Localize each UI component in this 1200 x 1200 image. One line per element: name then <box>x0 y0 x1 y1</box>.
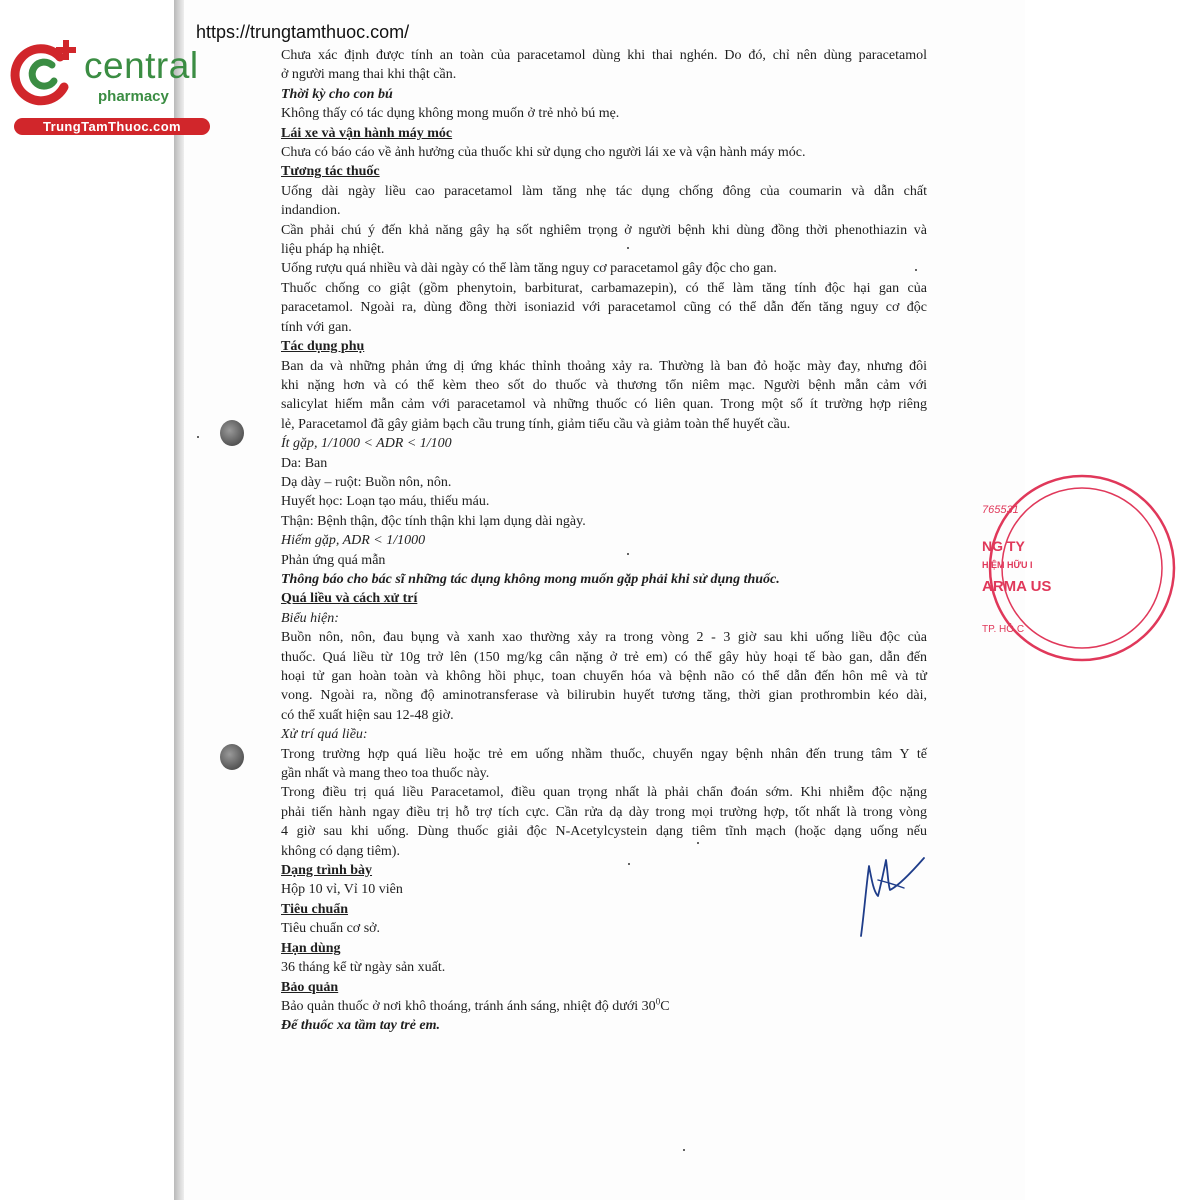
punch-hole-bottom <box>220 744 244 770</box>
leaflet-text <box>281 46 927 1036</box>
text-line: Thuốc chống co giật (gồm phenytoin, barbiturat, carbamazepin), có thể làm tăng tính độc hại gan của <box>281 280 927 296</box>
text-line: Phản ứng quá mẫn <box>281 552 386 568</box>
children-warning: Để thuốc xa tầm tay trẻ em. <box>281 1018 441 1034</box>
text-line: Buồn nôn, nôn, đau bụng và xanh xao thường xảy ra trong vòng 2 - 3 giờ sau khi uống liều độc của <box>281 630 927 646</box>
degree-mark: 0 <box>655 996 661 1007</box>
text-line: Tiêu chuẩn cơ sở. <box>281 921 381 937</box>
stamp-line: HIỆM HỮU I <box>982 560 1033 570</box>
text-line: hoại tử gan hoàn toàn và không hồi phục, toan chuyển hóa và bệnh não có thể dẫn đến hôn mê và tử <box>281 669 927 684</box>
text-line: Da: Ban <box>281 455 328 471</box>
subheading: Biểu hiện: <box>281 610 339 626</box>
logo-subtitle: pharmacy <box>98 88 169 105</box>
section-heading: Lái xe và vận hành máy móc <box>281 125 453 141</box>
text-line: Cần phải chú ý đến khả năng gây hạ sốt nghiêm trọng ở người bệnh khi dùng đồng thời phenothiazin và <box>281 222 927 238</box>
stamp-line: NG TY <box>982 538 1025 554</box>
text-line: phải tiến hành ngay điều trị hỗ trợ tích cực. Cần rửa dạ dày trong mọi trường hợp, tốt nhất là trong vòng <box>281 804 927 820</box>
stamp-line: TP. HỒ C <box>982 624 1025 635</box>
section-heading: Hạn dùng <box>281 940 341 956</box>
text-line: salicylat hiếm mẫn cảm với paracetamol và những thuốc có liên quan. Trong một số ít trường hợp riêng <box>281 397 927 413</box>
section-heading: Tương tác thuốc <box>281 164 380 180</box>
text-line: indandion. <box>281 203 341 219</box>
text-line: khi nặng hơn và có thể kèm theo sốt do thuốc và thương tổn niêm mạc. Người bệnh mẫn cảm với <box>281 377 927 393</box>
text-line: Ban da và những phản ứng dị ứng khác thỉnh thoảng xảy ra. Thường là ban đỏ hoặc mày đay, nhưng đôi <box>281 358 927 374</box>
text-line: Hộp 10 vỉ, Vỉ 10 viên <box>281 882 403 898</box>
text-line: tính với gan. <box>281 319 352 335</box>
subheading: Hiếm gặp, ADR < 1/1000 <box>281 533 426 549</box>
text-line: không có dạng tiêm). <box>281 843 400 859</box>
text-line: Uống rượu quá nhiều và dài ngày có thể làm tăng nguy cơ paracetamol gây độc cho gan. <box>281 261 777 277</box>
storage-line <box>281 997 927 1016</box>
section-heading: Dạng trình bày <box>281 863 373 879</box>
text-line: Chưa xác định được tính an toàn của paracetamol dùng khi thai nghén. Do đó, chỉ nên dùng paracetamol <box>281 48 927 63</box>
text-line: Trong điều trị quá liều Paracetamol, điều quan trọng nhất là phải chẩn đoán sớm. Khi nhiễm độc nặng <box>281 785 927 801</box>
notice-line: Thông báo cho bác sĩ những tác dụng không mong muốn gặp phải khi sử dụng thuốc. <box>281 571 780 587</box>
subheading: Xử trí quá liều: <box>281 727 368 743</box>
text-line: Trong trường hợp quá liều hoặc trẻ em uống nhầm thuốc, chuyển ngay bệnh nhân đến trung tâm Y tế <box>281 746 927 762</box>
section-heading: Bảo quản <box>281 979 339 995</box>
text-line: thuốc. Quá liều từ 10g trở lên (150 mg/kg cân nặng ở trẻ em) có thể gây hủy hoại tế bào gan, dẫn đến <box>281 649 927 665</box>
source-url: https://trungtamthuoc.com/ <box>196 22 410 42</box>
company-stamp <box>972 490 1052 650</box>
handwritten-signature <box>852 852 932 940</box>
text-line: 36 tháng kể từ ngày sản xuất. <box>281 960 446 976</box>
stamp-number: 765531 <box>982 504 1019 516</box>
text-line: lẻ, Paracetamol đã gây giảm bạch cầu trung tính, giảm tiểu cầu và giảm toàn thể huyết cầu. <box>281 416 791 432</box>
text-line: liệu pháp hạ nhiệt. <box>281 242 385 258</box>
text-line: ở người mang thai khi thật cần. <box>281 67 457 83</box>
text-line: Uống dài ngày liều cao paracetamol làm tăng nhẹ tác dụng chống đông của coumarin và dẫn chất <box>281 183 927 199</box>
section-heading: Tiêu chuẩn <box>281 901 349 917</box>
text-line: Chưa có báo cáo về ảnh hưởng của thuốc khi sử dụng cho người lái xe và vận hành máy móc. <box>281 145 806 161</box>
subheading: Thời kỳ cho con bú <box>281 86 393 102</box>
text-line: vong. Ngoài ra, nồng độ aminotransferase và bilirubin huyết tương tăng, thời gian prothrombin kéo dài, <box>281 688 927 704</box>
scan-speck <box>683 1149 685 1151</box>
text-line: Thận: Bệnh thận, độc tính thận khi lạm dụng dài ngày. <box>281 513 586 529</box>
text-line: Huyết học: Loạn tạo máu, thiếu máu. <box>281 494 490 510</box>
storage-text: Bảo quản thuốc ở nơi khô thoáng, tránh ánh sáng, nhiệt độ dưới 30 <box>281 998 656 1014</box>
stamp-line: ARMA US <box>982 578 1052 595</box>
text-line: có thể xuất hiện sau 12-48 giờ. <box>281 707 454 723</box>
section-heading: Tác dụng phụ <box>281 339 365 355</box>
text-line: Dạ dày – ruột: Buồn nôn, nôn. <box>281 474 452 490</box>
text-line: gần nhất và mang theo toa thuốc này. <box>281 766 490 782</box>
text-line: 4 giờ sau khi uống. Dùng thuốc giải độc N-Acetylcystein dạng tiêm tĩnh mạch (hoặc dạng uống nếu <box>281 824 927 840</box>
subheading: Ít gặp, 1/1000 < ADR < 1/100 <box>281 436 452 452</box>
scan-left-edge <box>174 0 184 1200</box>
central-pharmacy-logo <box>10 38 215 138</box>
logo-banner: TrungTamThuoc.com <box>14 118 210 135</box>
storage-unit: C <box>660 998 670 1014</box>
punch-hole-top <box>220 420 244 446</box>
scan-speck <box>197 436 199 438</box>
scan-right-margin <box>1025 0 1200 1200</box>
pharmacy-cross-icon <box>10 38 80 108</box>
text-line: paracetamol. Ngoài ra, dùng đồng thời isoniazid với paracetamol cũng có thể dẫn đến tăng nguy cơ độc <box>281 300 927 316</box>
logo-name: central <box>84 45 199 86</box>
text-line: Không thấy có tác dụng không mong muốn ở trẻ nhỏ bú mẹ. <box>281 106 620 122</box>
section-heading: Quá liều và cách xử trí <box>281 591 418 607</box>
